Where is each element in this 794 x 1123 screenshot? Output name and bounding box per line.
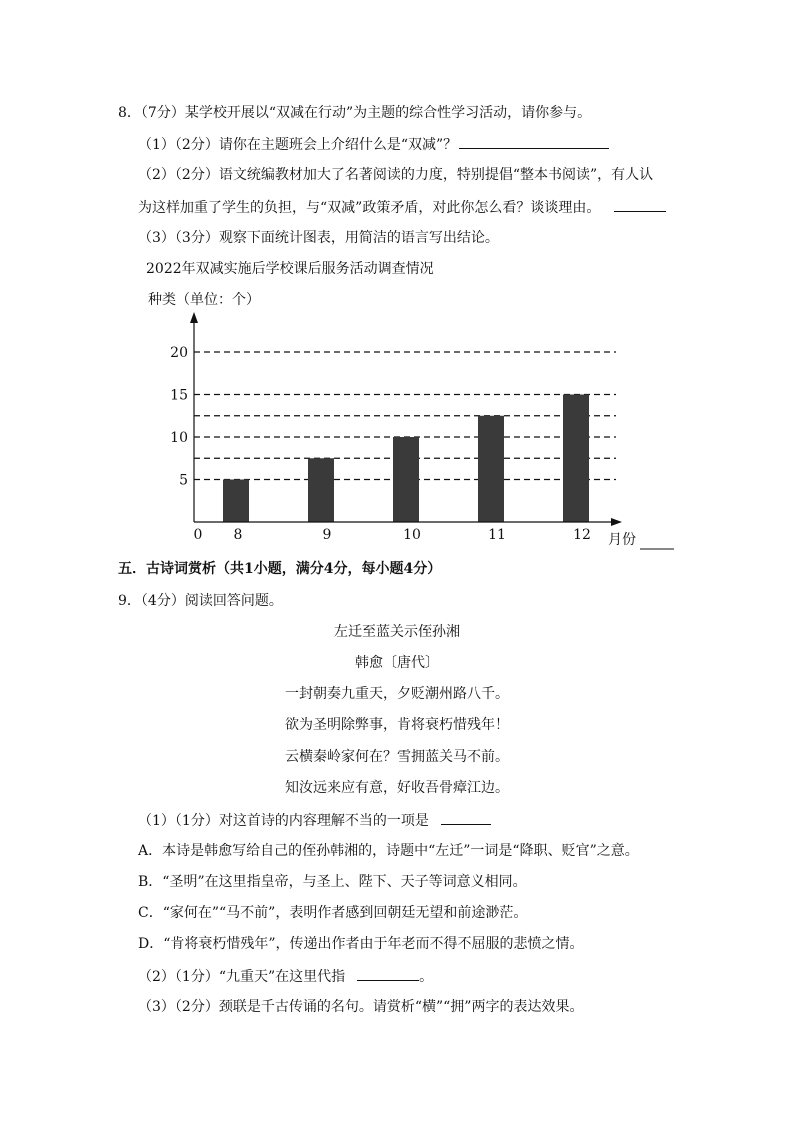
chart-x-axis-label: 月份	[608, 532, 636, 548]
q8-part1: （1）（2分）请你在主题班会上介绍什么是“双减”？	[138, 134, 609, 155]
q8-part2-answer-blank[interactable]	[614, 197, 666, 212]
chart-x-tick-label: 10	[403, 527, 421, 543]
bar-chart	[0, 282, 794, 552]
poem-line: 知汝远来应有意，好收吾骨瘴江边。	[285, 780, 509, 796]
q8-part2-line1: （2）（2分）语文统编教材加大了名著阅读的力度，特别提倡“整本书阅读”，有人认	[138, 167, 654, 183]
q9-option-d[interactable]: D．“肯将衰朽惜残年”，传递出作者由于年老而不得不屈服的悲愤之情。	[138, 936, 584, 952]
q8-part2-line2: 为这样加重了学生的负担，与“双减”政策矛盾，对此你怎么看？谈谈理由。	[138, 197, 666, 218]
q9-option-b[interactable]: B．“圣明”在这里指皇帝，与圣上、陛下、天子等词意义相同。	[138, 874, 527, 890]
q9-part1: （1）（1分）对这首诗的内容理解不当的一项是	[138, 810, 491, 831]
chart-x-tick-label: 11	[488, 527, 506, 543]
q9-option-a[interactable]: A．本诗是韩愈写给自己的侄孙韩湘的，诗题中“左迁”一词是“降职、贬官”之意。	[138, 843, 639, 859]
section5-heading: 五．古诗词赏析（共1小题，满分4分，每小题4分）	[118, 561, 442, 577]
chart-y-tick-label: 10	[170, 430, 188, 446]
poem-title: 左迁至蓝关示侄孙湘	[334, 624, 460, 640]
poem-line: 欲为圣明除弊事，肯将衰朽惜残年！	[285, 717, 509, 733]
chart-y-tick-label: 5	[179, 472, 188, 489]
chart-bar	[223, 480, 249, 523]
q9-part2-answer-blank[interactable]	[357, 966, 419, 981]
chart-x-tick-label: 9	[322, 527, 332, 543]
chart-y-axis-arrow	[190, 312, 198, 323]
chart-bar	[393, 437, 419, 522]
q9-part3: （3）（2分）颈联是千古传诵的名句。请赏析“横”“拥”两字的表达效果。	[138, 999, 584, 1015]
poem-line: 云横秦岭家何在？雪拥蓝关马不前。	[285, 749, 509, 765]
poem-line: 一封朝奏九重天，夕贬潮州路八千。	[285, 686, 509, 702]
chart-y-tick-label: 15	[170, 387, 188, 404]
q9-stem: 9．（4分）阅读回答问题。	[118, 593, 283, 609]
q8-part1-answer-blank[interactable]	[459, 134, 609, 149]
q9-option-c[interactable]: C．“家何在”“马不前”，表明作者感到回朝廷无望和前途渺茫。	[138, 905, 528, 921]
q9-part1-answer-blank[interactable]	[441, 810, 491, 825]
chart-origin-label: 0	[193, 527, 203, 543]
chart-x-axis-arrow	[611, 518, 622, 526]
chart-bar	[308, 458, 334, 522]
chart-bar	[478, 416, 504, 522]
chart-title: 2022年双减实施后学校课后服务活动调查情况	[146, 261, 434, 277]
chart-x-tick-label: 8	[233, 527, 243, 543]
q9-part2: （2）（1分）“九重天”在这里代指 。	[138, 966, 433, 987]
poem-author: 韩愈〔唐代〕	[355, 655, 439, 671]
chart-x-tick-label: 12	[573, 527, 591, 543]
chart-y-tick-label: 20	[170, 345, 188, 361]
chart-bar	[563, 395, 589, 523]
q8-part3: （3）（3分）观察下面统计图表，用简洁的语言写出结论。	[138, 230, 499, 246]
chart-y-axis-label: 种类（单位：个）	[148, 292, 260, 308]
q8-stem: 8．（7分）某学校开展以“双减在行动”为主题的综合性学习活动，请你参与。	[118, 105, 592, 121]
